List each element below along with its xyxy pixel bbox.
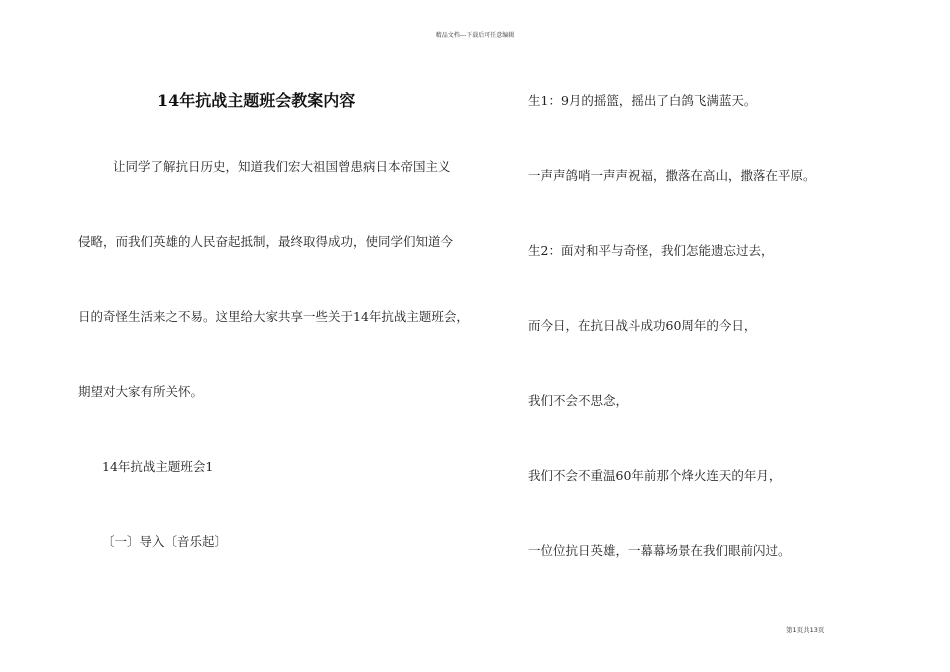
page-number: 第1页共13页 (786, 626, 825, 634)
left-paragraph-line: 侵略，而我们英雄的人民奋起抵制，最终取得成功，使同学们知道今 (78, 234, 454, 249)
header-note: 精品文档---下载后可任意编辑 (435, 32, 515, 39)
document-title: 14年抗战主题班会教案内容 (157, 91, 356, 110)
left-paragraph-line: 期望对大家有所关怀。 (78, 384, 204, 399)
left-paragraph-line: 日的奇怪生活来之不易。这里给大家共享一些关于14年抗战主题班会， (78, 309, 469, 324)
section-heading: 14年抗战主题班会1 (102, 459, 214, 474)
right-paragraph-line: 生1：9月的摇篮，摇出了白鸽飞满蓝天。 (528, 93, 757, 108)
right-paragraph-line: 而今日，在抗日战斗成功60周年的今日， (528, 318, 757, 333)
subsection-heading: 〔一〕导入〔音乐起〕 (102, 534, 228, 549)
right-paragraph-line: 一声声鸽哨一声声祝福，撒落在高山，撒落在平原。 (528, 168, 816, 183)
right-paragraph-line: 我们不会不重温60年前那个烽火连天的年月， (528, 468, 782, 483)
right-paragraph-line: 一位位抗日英雄，一幕幕场景在我们眼前闪过。 (528, 543, 791, 558)
left-paragraph-line: 让同学了解抗日历史，知道我们宏大祖国曾患病日本帝国主义 (113, 159, 451, 174)
right-paragraph-line: 生2：面对和平与奇怪，我们怎能遗忘过去， (528, 243, 774, 258)
right-paragraph-line: 我们不会不思念， (528, 393, 629, 408)
